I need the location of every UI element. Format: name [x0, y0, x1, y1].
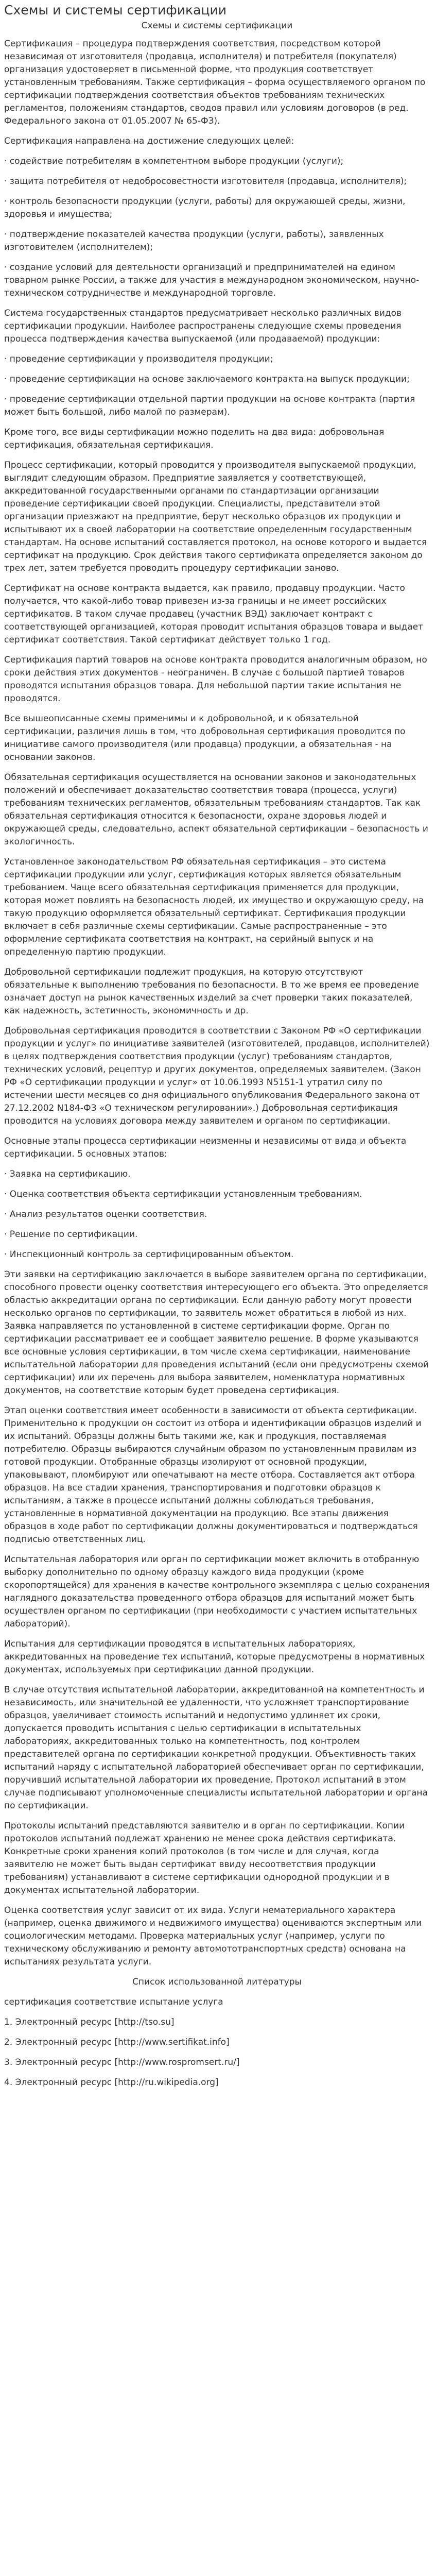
- list-item: · проведение сертификации у производителя продукции;: [4, 354, 273, 364]
- document-body: [4, 38, 430, 1969]
- list-item: · Заявка на сертификацию.: [4, 1169, 131, 1179]
- reference-item: 3. Электронный ресурс [http://www.rospromsert.ru/]: [4, 2057, 240, 2067]
- paragraph: Процесс сертификации, который проводится у производителя выпускаемой продукции, выглядит следующим образом. Предприятие заявляется у соответствующей, аккредитованной государственными органами по стандартизации организации проведение сертификации своей продукции. Специалисты, представители этой организации приезжают на предприятие, берут несколько образцов их продукции и испытывают их в своей лаборатории на соответствие определенным государственным стандартам. На основе испытаний составляется протокол, на основе которого и выдается сертификат на продукцию. Срок действия такого сертификата определяется законом до трех лет, затем требуется проводить процедуру сертификации заново.: [4, 460, 427, 573]
- paragraph: Сертификат на основе контракта выдается, как правило, продавцу продукции. Часто получается, что какой-либо товар привезен из-за границы и не имеет российских сертификатов. В таком случае продавец (участник ВЭД) заключает контракт с соответствующей организацией, которая проводит испытания образцов товара и выдает сертификат соответствия. Такой сертификат действует только 1 год.: [4, 583, 424, 645]
- paragraph: Сертификация партий товаров на основе контракта проводится аналогичным образом, но сроки действия этих документов - неограничен. В случае с большой партией товаров проводятся испытания образцов товара. Для небольшой партии такие испытания не проводятся.: [4, 655, 427, 704]
- list-item: · Оценка соответствия объекта сертификации установленным требованиям.: [4, 1189, 362, 1199]
- list-item: · Решение по сертификации.: [4, 1229, 138, 1240]
- paragraph: Добровольная сертификация проводится в соответствии с Законом РФ «О сертификации продукции и услуг» по инициативе заявителей (изготовителей, продавцов, исполнителей) в целях подтверждения соответствия продукции (услуг) требованиям стандартов, технических условий, рецептур и других документов, определяемых заявителем. (Закон РФ «О сертификации продукции и услуг» от 10.06.1993 N5151-1 утратил силу по истечении шести месяцев со дня официального опубликования Федерального закона от 27.12.2002 N184-ФЗ «О техническом регулировании».) Добровольная сертификация проводится на условиях договора между заявителем и органом по сертификации.: [4, 1026, 430, 1126]
- paragraph: Этап оценки соответствия имеет особенности в зависимости от объекта сертификации. Применительно к продукции он состоит из отбора и идентификации образцов изделий и их испытаний. Образцы должны быть такими же, как и продукция, поставляемая потребителю. Образцы выбираются случайным образом по установленным правилам из готовой продукции. Отобранные образцы изолируют от основной продукции, упаковывают, пломбируют или опечатывают на месте отбора. Составляется акт отбора образцов. На все стадии хранения, транспортирования и подготовки образцов к испытаниям, а также в процессе испытаний должны соблюдаться требования, установленные в нормативной документации на продукцию. Все этапы движения образцов в ходе работ по сертификации должны документироваться и подтверждаться подписью ответственных лиц.: [4, 1405, 422, 1545]
- paragraph: Все вышеописанные схемы применимы и к добровольной, и к обязательной сертификации, различия лишь в том, что добровольная сертификация проводится по инициативе самого производителя (или продавца) продукции, а обязательная - на основании законов.: [4, 714, 406, 762]
- references-subheading: сертификация соответствие испытание услуга: [4, 1997, 223, 2007]
- reference-item: 2. Электронный ресурс [http://www.sertifikat.info]: [4, 2037, 230, 2047]
- reference-item: 1. Электронный ресурс [http://tso.su]: [4, 2017, 175, 2027]
- paragraph: Протоколы испытаний представляются заявителю и в орган по сертификации. Копии протоколов испытаний подлежат хранению не менее срока действия сертификата. Конкретные сроки хранения копий протоколов (в том числе и для случая, когда заявителю не может быть выдан сертификат ввиду несоответствия продукции требованиям) устанавливают в системе сертификации однородной продукции и в документах испытательной лаборатории.: [4, 1821, 405, 1895]
- paragraph: Добровольной сертификации подлежит продукция, на которую отсутствуют обязательные к выполнению требования по безопасности. В то же время ее проведение означает доступ на рынок качественных изделий за счет проверки таких показателей, как надежность, эстетичность, экономичность и др.: [4, 967, 419, 1016]
- paragraph: Сертификация – процедура подтверждения соответствия, посредством которой независимая от изготовителя (продавца, исполнителя) и потребителя (покупателя) организация удостоверяет в письменной форме, что продукция соответствует установленным требованиям. Также сертификация – форма осуществляемого органом по сертификации подтверждения соответствия объектов требованиям технических регламентов, положениям стандартов, сводов правил или условиям договоров (в ред. Федерального закона от 01.05.2007 № 65-ФЗ).: [4, 39, 426, 126]
- paragraph: В случае отсутствия испытательной лаборатории, аккредитованной на компетентность и независимость, или значительной ее удаленности, что усложняет транспортирование образцов, увеличивает стоимость испытаний и недопустимо удлиняет их сроки, допускается проводить испытания с целью сертификации в испытательных лабораториях, аккредитованных только на компетентность, под контролем представителей органа по сертификации конкретной продукции. Объективность таких испытаний наряду с испытательной лабораторией обеспечивает орган по сертификации, поручивший испытательной лаборатории их проведение. Протокол испытаний в этом случае подписывают уполномоченные специалисты испытательной лаборатории и органа по сертификации.: [4, 1685, 428, 1811]
- list-item: · Инспекционный контроль за сертифицированным объектом.: [4, 1249, 294, 1260]
- list-item: · проведение сертификации отдельной партии продукции на основе контракта (партия может быть большой, либо малой по размерам).: [4, 394, 415, 417]
- paragraph: Основные этапы процесса сертификации неизменны и независимы от вида и объекта сертификации. 5 основных этапов:: [4, 1136, 407, 1159]
- paragraph: Кроме того, все виды сертификации можно поделить на два вида: добровольная сертификация, обязательная сертификация.: [4, 427, 385, 450]
- references-section: [4, 1976, 430, 2089]
- paragraph: Испытания для сертификации проводятся в испытательных лабораториях, аккредитованных на проведение тех испытаний, которые предусмотрены в нормативных документах, используемых при сертификации данной продукции.: [4, 1639, 425, 1675]
- paragraph: Установленное законодательством РФ обязательная сертификация – это система сертификации продукции или услуг, сертификация которых является обязательным требованием. Чаще всего обязательная сертификация применяется для продукции, которая может повлиять на безопасность людей, их имущество и окружающую среду, на такую продукцию оформляется обязательный сертификат. Сертификация продукции включает в себя различные схемы сертификации. Самые распространенные – это оформление сертификата соответствия на контракт, на серийный выпуск и на определенную партию продукции.: [4, 857, 424, 957]
- paragraph: Система государственных стандартов предусматривает несколько различных видов сертификации продукции. Наиболее распространены следующие схемы проведения процесса подтверждения качества выпускаемой (или продаваемой) продукции:: [4, 308, 402, 344]
- list-item: · подтверждение показателей качества продукции (услуги, работы), заявленных изготовителем (исполнителем);: [4, 229, 384, 252]
- paragraph: Оценка соответствия услуг зависит от их вида. Услуги нематериального характера (например, оценка движимого и недвижимого имущества) оцениваются экспертным или социологическим методами. Проверка материальных услуг (например, услуги по техническому обслуживанию и ремонту автомототранспортных средств) основана на испытаниях результата услуги.: [4, 1905, 422, 1967]
- paragraph: Обязательная сертификация осуществляется на основании законов и законодательных положений и обеспечивает доказательство соответствия товара (процесса, услуги) требованиям технических регламентов, обязательным требованиям стандартов. Так как обязательная сертификация относится к безопасности, охране здоровья людей и окружающей среды, следовательно, аспект обязательной сертификации – безопасность и экологичность.: [4, 772, 428, 847]
- list-item: · контроль безопасности продукции (услуги, работы) для окружающей среды, жизни, здоровья и имущества;: [4, 196, 406, 219]
- list-item: · Анализ результатов оценки соответствия.: [4, 1209, 207, 1219]
- list-item: · содействие потребителям в компетентном выборе продукции (услуги);: [4, 156, 344, 166]
- paragraph: Сертификация направлена на достижение следующих целей:: [4, 136, 294, 146]
- list-item: · защита потребителя от недобросовестности изготовителя (продавца, исполнителя);: [4, 176, 407, 187]
- list-item: · проведение сертификации на основе заключаемого контракта на выпуск продукции;: [4, 374, 410, 384]
- list-item: · создание условий для деятельности организаций и предпринимателей на едином товарном рынке России, а также для участия в международном экономическом, научно-техническом сотрудничестве и международной торговле.: [4, 262, 420, 298]
- paragraph: Эти заявки на сертификацию заключается в выборе заявителем органа по сертификации, способного провести оценку соответствия интересующего его объекта. Это определяется областью аккредитации органа по сертификации. Если данную работу могут провести несколько органов по сертификации, то заявитель может обратиться в любой из них. Заявка направляется по установленной в системе сертификации форме. Орган по сертификации рассматривает ее и сообщает заявителю решение. В форме указываются все основные условия сертификации, в том числе схема сертификации, наименование испытательной лаборатории для проведения испытаний (если они предусмотрены схемой сертификации) или их перечень для выбора заявителем, номенклатура нормативных документов, на соответствие которым будет проведена сертификация.: [4, 1269, 429, 1396]
- document-subtitle: Схемы и системы сертификации: [141, 21, 293, 31]
- paragraph: Испытательная лаборатория или орган по сертификации может включить в отобранную выборку дополнительно по одному образцу каждого вида продукции (кроме скоропортящейся) для хранения в качестве контрольного экземпляра с целью сохранения наглядного доказательства проведенного отбора образцов для испытаний может быть осуществлен органом по сертификации (при необходимости с участием испытательных лабораторий).: [4, 1554, 430, 1629]
- references-heading: Список использованной литературы: [132, 1977, 302, 1987]
- page-title: Схемы и системы сертификации: [4, 3, 226, 18]
- reference-item: 4. Электронный ресурс [http://ru.wikipedia.org]: [4, 2077, 219, 2088]
